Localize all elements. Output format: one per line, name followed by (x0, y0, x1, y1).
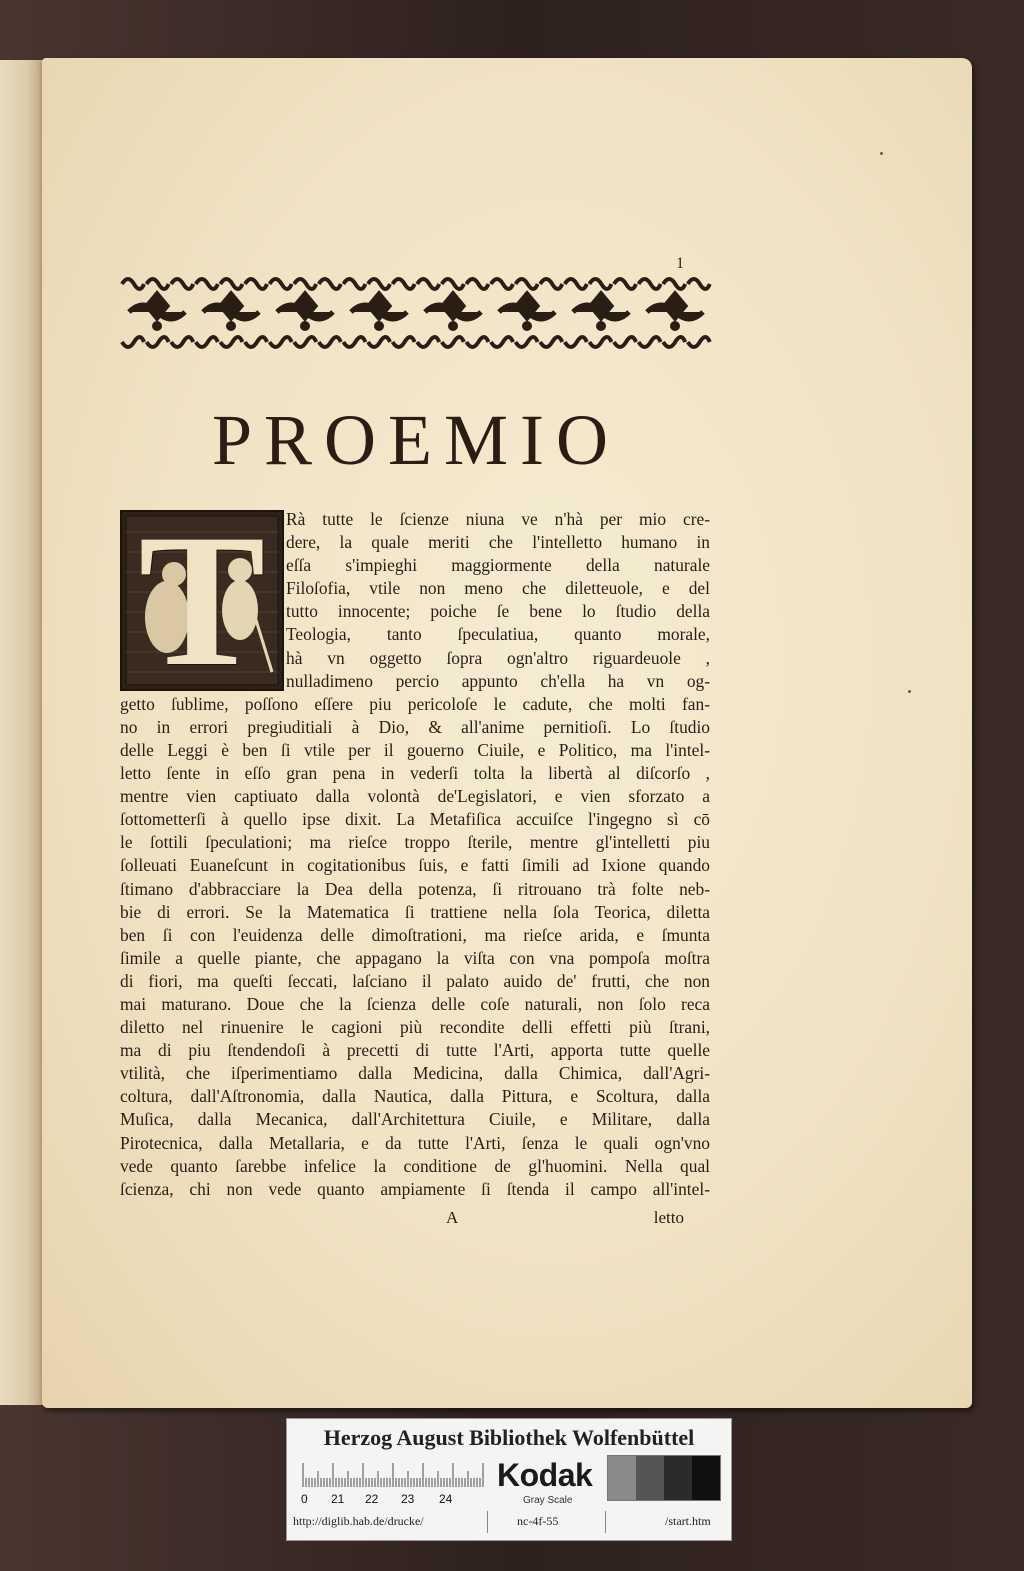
footer-row (120, 1208, 710, 1232)
text-line: Rà tutte le ſcienze niuna ve n'hà per mio cre- (286, 509, 710, 529)
gray-patch (664, 1456, 692, 1500)
ruler-number: 24 (439, 1492, 453, 1506)
text-line: bie di errori. Se la Matematica ſi trattiene nella ſola Teorica, diletta (120, 901, 710, 922)
text-line: letto ſente in eſſo gran pena in vederſi tolta la libertà al diſcorſo , (120, 763, 710, 784)
ruler-number: 22 (365, 1492, 379, 1506)
text-line: no in errori pregiuditiali à Dio, & all'anime pernitioſi. Lo ſtudio (120, 716, 710, 737)
text-line: mai maturano. Doue che la ſcienza delle coſe naturali, non ſolo reca (120, 993, 710, 1014)
url-left: http://diglib.hab.de/drucke/ (293, 1514, 424, 1528)
ornamental-headpiece (120, 272, 712, 352)
text-line: coltura, dall'Aſtronomia, dalla Nautica, dalla Pittura, e Scoltura, dalla (120, 1086, 710, 1107)
text-line: hà vn oggetto ſopra ogn'altro riguardeuole , (286, 647, 710, 668)
catchword: letto (653, 1208, 684, 1227)
gray-patch (636, 1456, 664, 1500)
text-line: Muſica, dalla Mecanica, dall'Architettura Ciuile, e Militare, dalla (120, 1109, 710, 1130)
text-line: eſſa s'impieghi maggiormente della naturale (286, 555, 710, 576)
institution-name: Herzog August Bibliothek Wolfenbüttel (323, 1425, 695, 1450)
text-line: diletto nel rinuenire le cagioni più recondite delli effetti più ſtrani, (120, 1017, 710, 1038)
url-row (287, 1511, 731, 1533)
text-line: vede quanto ſarebbe infelice la conditione de gl'huomini. Nella qual (120, 1155, 710, 1176)
text-line: Pirotecnica, dalla Metallaria, e da tutte l'Arti, ſenza le quali ogn'vno (120, 1132, 710, 1153)
text-line: ſimile a quelle piante, che appagano la viſta con vna pompoſa moſtra (120, 947, 710, 968)
text-line: di fiori, ma queſti ſeccati, laſciano il palato auido de' frutti, che non (120, 970, 710, 991)
text-line: ſolleuati Euaneſcunt in cogitationibus ſuis, e fatti ſimili ad Ixione quando (120, 855, 710, 876)
page-number: 1 (676, 255, 684, 272)
initial-letter: T (138, 496, 266, 706)
color-calibration-strip (286, 1418, 732, 1541)
kodak-logo: Kodak (497, 1457, 593, 1493)
chapter-title: PROEMIO (211, 400, 621, 480)
url-divider (487, 1511, 488, 1533)
text-line: ſottometterſi à quello ipse dixit. La Metafiſica accuiſce l'ingegno sì cō (120, 809, 710, 830)
text-line: vtilità, che iſperimentiamo dalla Medicina, dalla Chimica, dall'Agri- (120, 1063, 710, 1084)
text-line: delle Leggi è ben ſi vtile per il gouerno Ciuile, e Politico, ma l'intel- (120, 739, 710, 760)
gray-patch (692, 1456, 720, 1500)
text-line: Filoſofia, vtile non meno che diletteuole, e del (286, 578, 710, 599)
url-middle: nc-4f-55 (517, 1514, 559, 1528)
text-line: Teologia, tanto ſpeculatiua, quanto morale, (286, 624, 710, 645)
ruler-number: 0 (301, 1492, 308, 1506)
text-line: le ſottili ſpeculationi; ma rieſce troppo ſterile, mentre gl'intelletti piu (120, 832, 710, 853)
text-line: ſcienza, chi non vede quanto ampiamente ſi ſtenda il campo all'intel- (120, 1178, 710, 1199)
ruler-scale (301, 1459, 489, 1489)
gray-patches (607, 1455, 721, 1501)
text-line: ma di piu ſtendendoſi à precetti di tutte l'Arti, apporta tutte quelle (120, 1040, 710, 1061)
adjacent-page-edge (0, 60, 48, 1405)
url-divider (605, 1511, 606, 1533)
text-line: tutto innocente; poiche ſe bene lo ſtudio della (286, 601, 710, 622)
paper-speck (880, 152, 883, 155)
text-line: ben ſi con l'euidenza delle dimoſtrationi, ma rieſce arida, e ſmunta (120, 924, 710, 945)
gray-scale-label: Gray Scale (523, 1495, 573, 1506)
body-text (120, 496, 710, 1201)
text-line: ſtimano d'abbracciare la Dea della potenza, ſi ritrouano trà folte neb- (120, 878, 710, 899)
text-line: nulladimeno percio appunto ch'ella ha vn og- (286, 670, 710, 691)
text-line: mentre vien captiuato dalla volontà de'Legislatori, e vien sforzato a (120, 786, 710, 807)
paper-speck (908, 690, 911, 693)
ruler-number: 21 (331, 1492, 345, 1506)
gray-patch (608, 1456, 636, 1500)
url-right: /start.htm (665, 1514, 711, 1528)
text-line: dere, la quale meriti che l'intelletto humano in (286, 532, 710, 553)
ruler-number: 23 (401, 1492, 415, 1506)
text-line: getto ſublime, poſſono eſſere piu pericoloſe le cadute, che molti fan- (120, 693, 710, 714)
signature-mark: A (446, 1208, 459, 1227)
